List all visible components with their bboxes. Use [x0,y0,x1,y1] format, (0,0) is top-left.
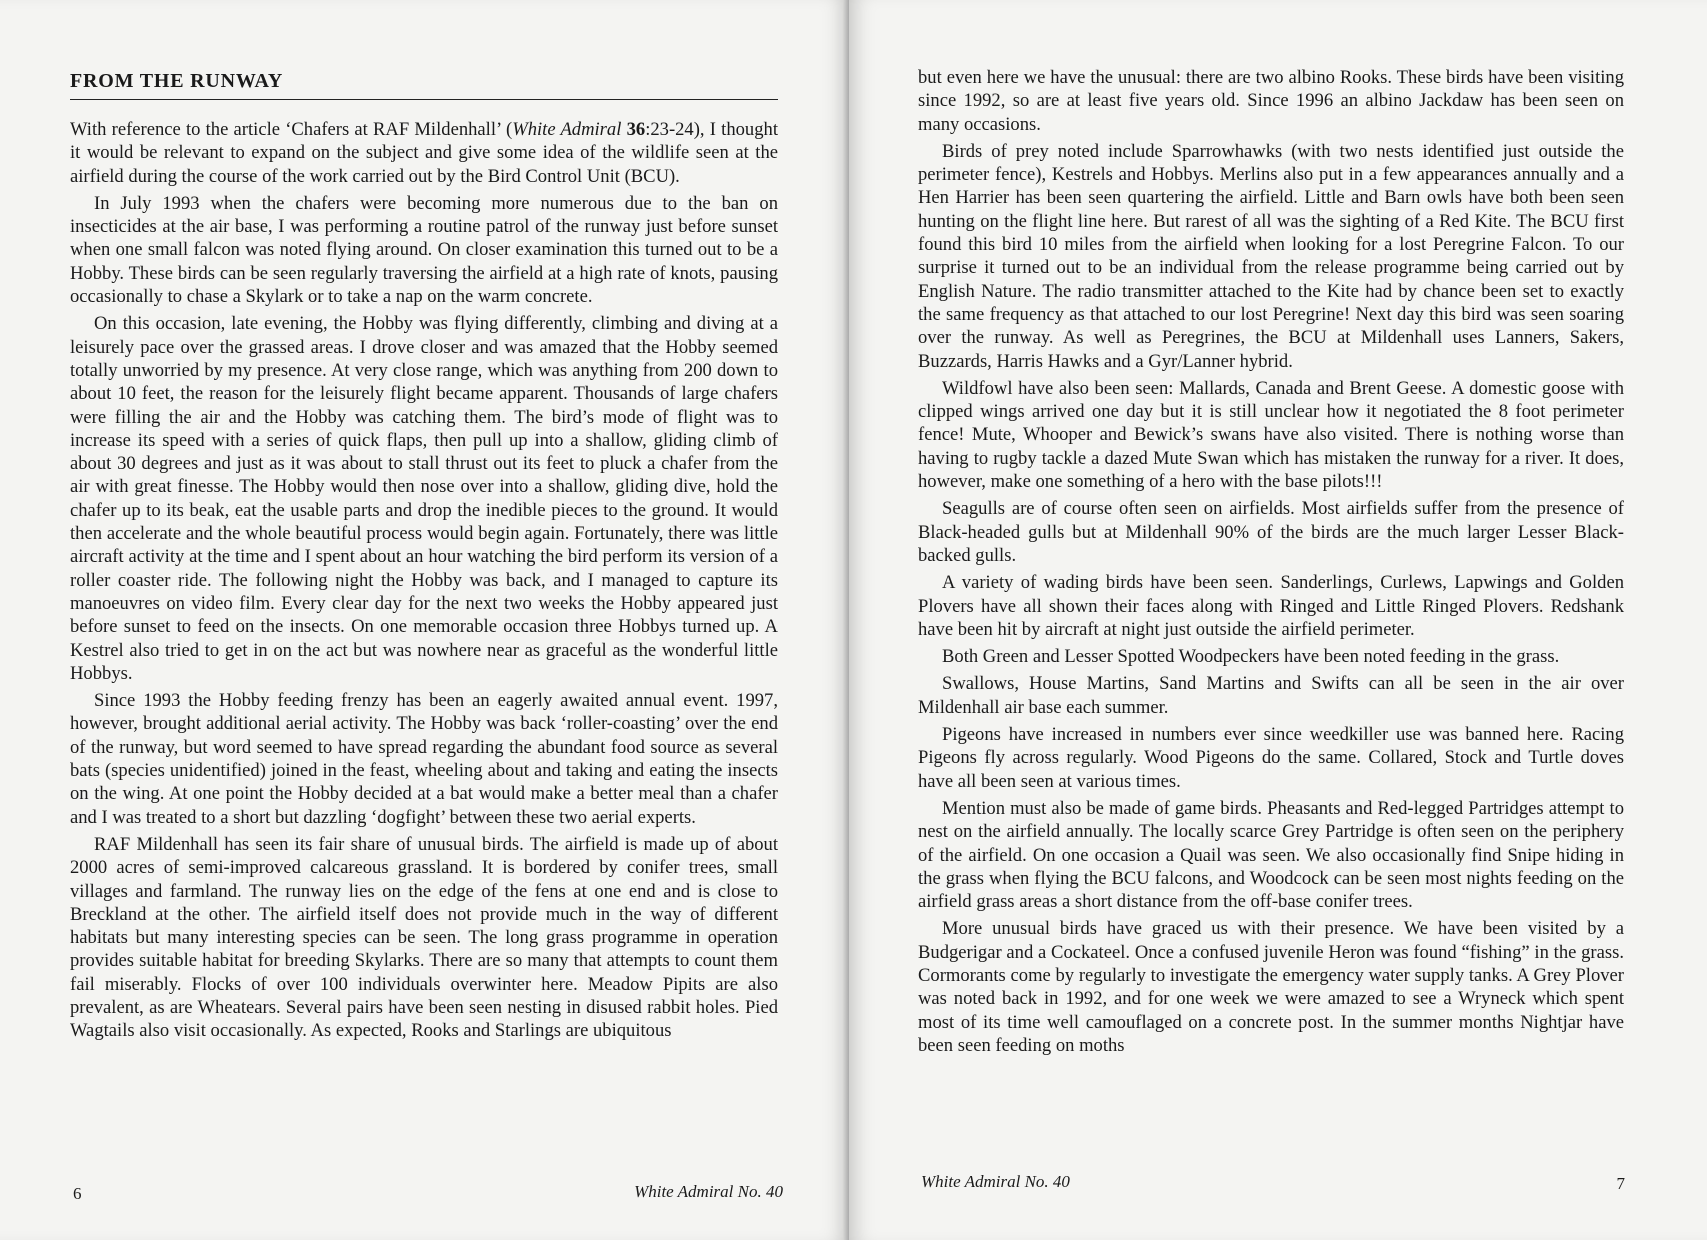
paragraph: RAF Mildenhall has seen its fair share of unusual birds. The airfield is made up of about 2000 acres of semi-improved calcareous grassland. It is bordered by conifer trees, small villages and farmland. The runway lies on the edge of the fens at one end and is close to Breckland at the other. The airfield itself does not provide much in the way of different habitats but many interesting species can be seen. The long grass programme in operation provides suitable habitat for breeding Skylarks. There are so many that attempts to count them fail miserably. Flocks of over 100 individuals overwinter here. Meadow Pipits are also prevalent, as are Wheatears. Several pairs have been seen nesting in disused rabbit holes. Pied Wagtails also visit occasionally. As expected, Rooks and Starlings are ubiquitous [70,833,778,1042]
paragraph: Both Green and Lesser Spotted Woodpeckers have been noted feeding in the grass. [942,646,1560,668]
running-footer: White Admiral No. 40 [921,1172,1070,1191]
paragraph: A variety of wading birds have been seen. Sanderlings, Curlews, Lapwings and Golden Plovers have all shown their faces along with Ringed and Little Ringed Plovers. Redshank have been hit by aircraft at night just outside the airfield perimeter. [918,572,1624,640]
paragraph: Pigeons have increased in numbers ever since weedkiller use was banned here. Racing Pigeons fly across regularly. Wood Pigeons do the same. Collared, Stock and Turtle doves have all been seen at various times. [918,724,1624,792]
paragraph-text: With reference to the article ‘Chafers at RAF Mildenhall’ ( [70,119,513,140]
right-page [849,0,1707,1240]
left-text-column [70,118,778,1047]
running-footer: White Admiral No. 40 [634,1182,783,1201]
journal-citation: White Admiral [512,119,622,140]
paragraph: Seagulls are of course often seen on airfields. Most airfields suffer from the presence of Black-headed gulls but at Mildenhall 90% of the birds are the much larger Lesser Black-backed gulls. [918,498,1624,566]
paragraph: Swallows, House Martins, Sand Martins and Swifts can all be seen in the air over Mildenhall air base each summer. [918,673,1624,718]
paragraph-text: :23-24), I thought it would be relevant to expand on the subject and give some idea of the wildlife seen at the airfield during the course of the work carried out by the Bird Control Unit (BCU). [70,119,778,187]
right-text-column [918,66,1624,1061]
volume-number: 36 [626,119,646,140]
article-heading: FROM THE RUNWAY [70,70,778,100]
paragraph: More unusual birds have graced us with their presence. We have been visited by a Budgerigar and a Cockateel. Once a confused juvenile Heron was found “fishing” in the grass. Cormorants come by regularly to investigate the emergency water supply tanks. A Grey Plover was noted back in 1992, and for one week we were amazed to see a Wryneck which spent most of its time well camouflaged on a concrete post. In the summer months Nightjar have been seen feeding on moths [918,918,1624,1056]
paragraph: On this occasion, late evening, the Hobby was flying differently, climbing and diving at a leisurely pace over the grassed areas. I drove closer and was amazed that the Hobby seemed totally unworried by my presence. At very close range, which was anything from 200 down to about 10 feet, the reason for the leisurely flight became apparent. Thousands of large chafers were filling the air and the Hobby was catching them. The bird’s mode of flight was to increase its speed with a series of quick flaps, then pull up into a shallow, gliding climb of about 30 degrees and just as it was about to stall thrust out its feet to pluck a chafer from the air with great finesse. The Hobby would then nose over into a shallow, gliding dive, hold the chafer up to its beak, eat the usable parts and drop the inedible pieces to the ground. It would then accelerate and the whole beautiful process would begin again. Fortunately, there was little aircraft activity at the time and I spent about an hour watching the bird perform its version of a roller coaster ride. The following night the Hobby was back, and I managed to capture its manoeuvres on video film. Every clear day for the next two weeks the Hobby appeared just before sunset to feed on the insects. On one memorable occasion three Hobbys turned up. A Kestrel also tried to get in on the act but was nowhere near as graceful as the wonderful little Hobbys. [70,313,778,684]
page-number: 7 [1616,1174,1625,1193]
paragraph: Mention must also be made of game birds. Pheasants and Red-legged Partridges attempt to nest on the airfield annually. The locally scarce Grey Partridge is often seen on the periphery of the airfield. On one occasion a Quail was seen. We also occasionally find Snipe hiding in the grass when flying the BCU falcons, and Woodcock can be seen most nights feeding on the airfield grass areas a short distance from the off-base conifer trees. [918,797,1624,913]
paragraph: but even here we have the unusual: there are two albino Rooks. These birds have been visiting since 1992, so are at least five years old. Since 1996 an albino Jackdaw has been seen on many occasions. [918,67,1624,135]
paragraph [70,118,778,188]
paragraph: Wildfowl have also been seen: Mallards, Canada and Brent Geese. A domestic goose with clipped wings arrived one day but it is still unclear how it negotiated the 8 foot perimeter fence! Mute, Whooper and Bewick’s swans have also visited. There is nothing worse than having to rugby tackle a dazed Mute Swan which has mistaken the runway for a river. It does, however, make one something of a hero with the base pilots!!! [918,377,1624,493]
paragraph: Since 1993 the Hobby feeding frenzy has been an eagerly awaited annual event. 1997, however, brought additional aerial activity. The Hobby was back ‘roller-coasting’ over the end of the runway, but word seemed to have spread regarding the abundant food source as several bats (species unidentified) joined in the feast, wheeling about and taking and eating the insects on the wing. At one point the Hobby decided at a bat would make a better meal than a chafer and I was treated to a short but dazzling ‘dogfight’ between these two aerial experts. [70,690,778,828]
left-page [0,0,849,1240]
page-number: 6 [73,1184,82,1203]
paragraph: In July 1993 when the chafers were becoming more numerous due to the ban on insecticides at the air base, I was performing a routine patrol of the runway just before sunset when one small falcon was noted flying around. On closer examination this turned out to be a Hobby. These birds can be seen regularly traversing the airfield at a high rate of knots, pausing occasionally to chase a Skylark or to take a nap on the warm concrete. [70,192,778,308]
paragraph: Birds of prey noted include Sparrowhawks (with two nests identified just outside the perimeter fence), Kestrels and Hobbys. Merlins also put in a few appearances annually and a Hen Harrier has been seen quartering the airfield. Little and Barn owls have both been seen hunting on the flight line here. But rarest of all was the sighting of a Red Kite. The BCU first found this bird 10 miles from the airfield when looking for a lost Peregrine Falcon. To our surprise it turned out to be an individual from the release programme being carried out by English Nature. The radio transmitter attached to the Kite had by chance been set to exactly the same frequency as that attached to our lost Peregrine! Next day this bird was seen soaring over the runway. As well as Peregrines, the BCU at Mildenhall uses Lanners, Sakers, Buzzards, Harris Hawks and a Gyr/Lanner hybrid. [918,140,1624,372]
